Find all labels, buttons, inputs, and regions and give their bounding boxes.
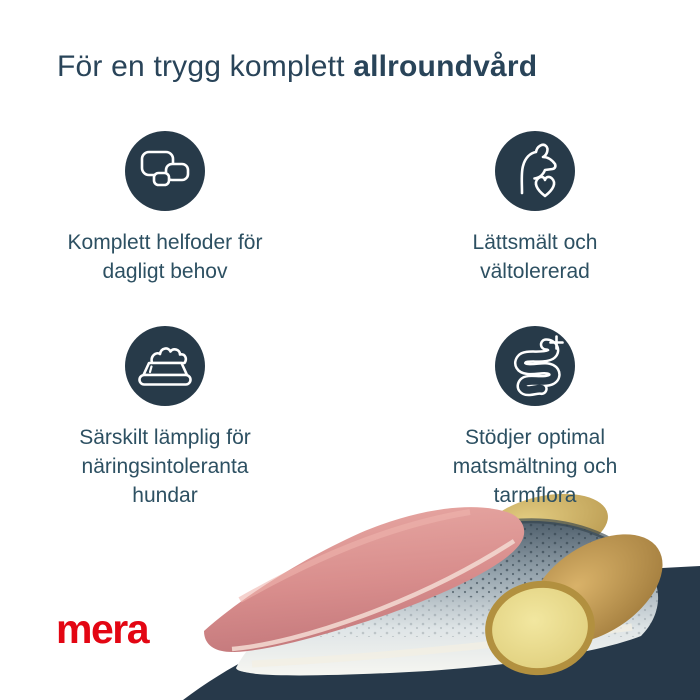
page-title xyxy=(57,50,537,84)
intestine-plus-icon xyxy=(495,326,575,406)
feature-text-line: tarmflora xyxy=(493,484,577,507)
feature-text-line: vältolererad xyxy=(480,260,590,283)
feature-text xyxy=(473,228,598,286)
feature-text xyxy=(79,423,251,510)
feature-digestible xyxy=(395,131,675,286)
feature-text-line: näringsintoleranta xyxy=(81,455,249,478)
mera-logo: mera xyxy=(56,606,149,652)
feature-text-line: Stödjer optimal xyxy=(464,426,606,449)
page-title-bold: allroundvård xyxy=(353,50,538,83)
dog-heart-icon xyxy=(495,131,575,211)
feature-intolerant-dogs xyxy=(25,326,305,510)
feature-text-line: matsmältning och xyxy=(452,455,618,478)
feature-text-line: hundar xyxy=(132,484,198,507)
feature-text-line: Komplett helfoder för xyxy=(67,231,263,254)
page-title-regular: För en trygg komplett xyxy=(57,50,354,83)
feature-text-line: Särskilt lämplig för xyxy=(79,426,251,449)
feature-text-line: Lättsmält och xyxy=(472,231,598,254)
feature-text xyxy=(68,228,263,286)
kibble-chunks-icon xyxy=(125,131,205,211)
feature-text xyxy=(453,423,618,510)
feature-gut-flora xyxy=(395,326,675,510)
feature-text-line: dagligt behov xyxy=(102,260,228,283)
feature-complete-food xyxy=(25,131,305,286)
food-bowl-icon xyxy=(125,326,205,406)
